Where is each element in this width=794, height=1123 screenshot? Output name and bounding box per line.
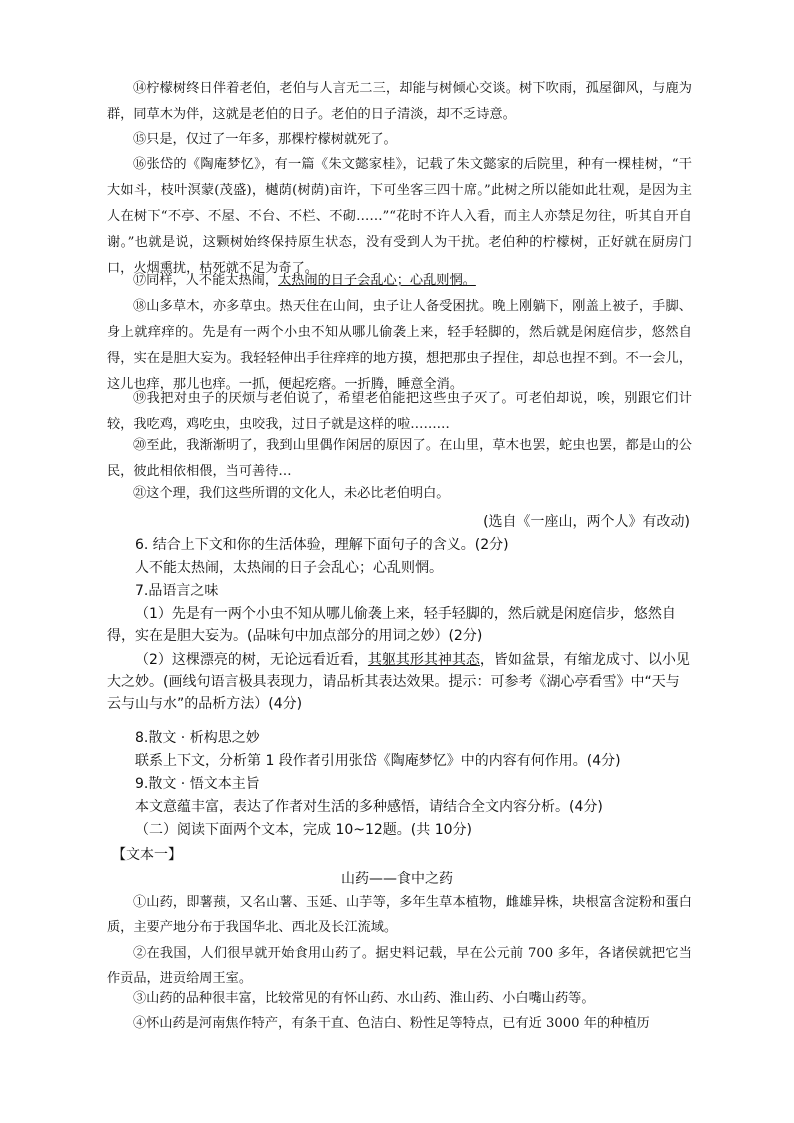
question-7-part-2-a: （2）这棵漂亮的树，无论远看近看， (135, 652, 368, 668)
underlined-phrase: 其躯其形其神其态 (367, 652, 480, 668)
part-2-heading: （二）阅读下面两个文本，完成 10~12题。(共 10分) (135, 822, 472, 838)
question-6-title: 6. 结合上下文和你的生活体验，理解下面句子的含义。(2分) (135, 537, 509, 553)
text-1-paragraph-3: ③山药的品种很丰富，比较常见的有怀山药、水山药、淮山药、小白嘴山药等。 (133, 991, 595, 1006)
paragraph-18: ⑱山多草木，亦多草虫。热天住在山间，虫子让人备受困扰。晚上刚躺下，刚盖上被子，手脚、身上就痒痒的。先是有一两个小虫不知从哪儿偷袭上来，轻手轻脚的，然后就是闲庭信步，悠然自得，实在是胆大妄为。我轻轻伸出手往痒痒的地方摸，想把那虫子捏住，却总也捏不到。不一会儿，这儿也痒，那儿也痒。一抓，便起疙瘩。一折腾，睡意全消。 (107, 299, 692, 392)
text-1-title: 山药——食中之药 (341, 871, 453, 887)
paragraph-16: ⑯张岱的《陶庵梦忆》，有一篇《朱文懿家桂》，记载了朱文懿家的后院里，种有一棵桂树，“干大如斗，枝叶溟蒙(茂盛)，樾荫(树荫)亩许，下可坐客三四十席。”此树之所以能如此壮观，是因为主人在树下“不亭、不屋、不台、不栏、不砌……”“花时不许人入看，而主人亦禁足勿往，听其自开自谢。”也就是说，这颗树始终保持原生状态，没有受到人为干扰。老伯种的柠檬树，正好就在厨房门口，火烟熏扰，枯死就不足为奇了。 (107, 157, 692, 276)
question-8-title: 8.散文 · 析构思之妙 (135, 730, 260, 746)
text-1-label: 【文本一】 (112, 847, 182, 863)
paragraph-14: ⑭柠檬树终日伴着老伯，老伯与人言无二三，却能与树倾心交谈。树下吹雨，孤屋御风，与鹿为群，同草木为伴，这就是老伯的日子。老伯的日子清淡，却不乏诗意。 (107, 81, 692, 122)
question-9-text: 本文意蕴丰富，表达了作者对生活的多种感悟，请结合全文内容分析。(4分) (135, 799, 603, 815)
paragraph-17-prefix: ⑰同样，人不能太热闹， (133, 273, 279, 288)
question-6-sentence: 人不能太热闹，太热闹的日子会乱心；心乱则惘。 (135, 560, 443, 576)
underlined-sentence: 太热闹的日子会乱心；心乱则惘。 (278, 273, 476, 288)
question-7-title: 7.品语言之味 (135, 583, 219, 599)
paragraph-19: ⑲我把对虫子的厌烦与老伯说了，希望老伯能把这些虫子灭了。可老伯却说，唉，别跟它们计较，我吃鸡，鸡吃虫，虫咬我，过日子就是这样的啦……… (107, 391, 692, 432)
question-9-title: 9.散文 · 悟文本主旨 (135, 776, 260, 792)
paragraph-15: ⑮只是，仅过了一年多，那棵柠檬树就死了。 (133, 132, 397, 147)
paragraph-21: ㉑这个理，我们这些所谓的文化人，未必比老伯明白。 (133, 486, 450, 501)
question-7-part-2-b: ，皆如盆景，有缩龙成寸、以小见大之妙。(画线句语言极具表现力，请品析其表达效果。提示：可参考《湖心亭看雪》中“天与云与山与水”的品析方法）(4分) (107, 652, 690, 712)
source-note: (选自《一座山，两个人》有改动) (483, 514, 690, 530)
text-1-paragraph-4: ④怀山药是河南焦作特产，有条干直、色洁白、粉性足等特点，已有近 3000 年的种植历 (133, 1016, 650, 1031)
text-1-paragraph-2: ②在我国，人们很早就开始食用山药了。据史料记载，早在公元前 700 多年，各诸侯就把它当作贡品，进贡给周王室。 (107, 946, 692, 986)
question-7-part-1: （1）先是有一两个小虫不知从哪儿偷袭上来，轻手轻脚的，然后就是闲庭信步，悠然自得，实在是胆大妄为。(品味句中加点部分的用词之妙）(2分) (107, 606, 676, 644)
text-1-paragraph-1: ①山药，即薯蓣，又名山薯、玉延、山芋等，多年生草本植物，雌雄异株，块根富含淀粉和蛋白质，主要产地分布于我国华北、西北及长江流域。 (107, 895, 692, 935)
paragraph-17 (107, 268, 692, 294)
question-7-part-2 (107, 649, 692, 715)
paragraph-20: ⑳至此，我渐渐明了，我到山里偶作闲居的原因了。在山里，草木也罢，蛇虫也罢，都是山的公民，彼此相依相偎，当可善待… (107, 438, 692, 479)
question-8-text: 联系上下文，分析第 1 段作者引用张岱《陶庵梦忆》中的内容有何作用。(4分) (135, 753, 621, 769)
